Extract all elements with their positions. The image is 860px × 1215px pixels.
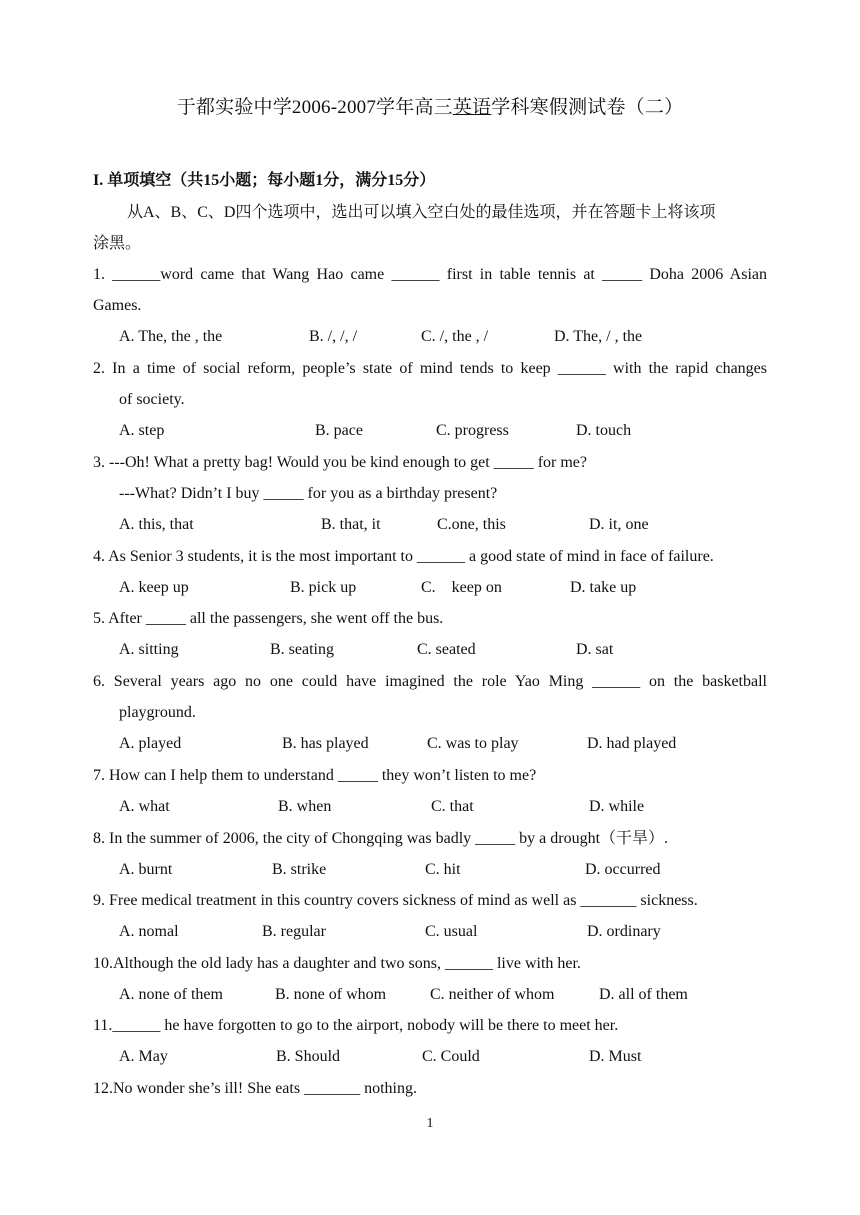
question-11-text: 11.______ he have forgotten to go to the airport, nobody will be there to meet her. xyxy=(93,1017,619,1034)
question-2-text-cont: of society. xyxy=(119,391,185,408)
page-number: 1 xyxy=(426,1116,434,1131)
question-12-text: 12.No wonder she’s ill! She eats _______ nothing. xyxy=(93,1080,417,1097)
page-title xyxy=(0,92,860,119)
question-4-text: 4. As Senior 3 students, it is the most important to ______ a good state of mind in face of failure. xyxy=(93,548,714,565)
q7-option-d: D. while xyxy=(589,798,645,815)
q8-option-d: D. occurred xyxy=(585,861,661,878)
title-post: 学科寒假测试卷（二） xyxy=(491,97,684,118)
question-10-text: 10.Although the old lady has a daughter and two sons, ______ live with her. xyxy=(93,955,581,972)
q9-option-a: A. nomal xyxy=(119,923,179,940)
q7-option-a: A. what xyxy=(119,798,170,815)
q5-option-b: B. seating xyxy=(270,641,334,658)
q9-option-c: C. usual xyxy=(425,923,478,940)
q7-option-b: B. when xyxy=(278,798,332,815)
q1-option-c: C. /, the , / xyxy=(421,328,489,345)
question-5-text: 5. After _____ all the passengers, she went off the bus. xyxy=(93,610,444,627)
instructions-line-1: 从A、B、C、D四个选项中，选出可以填入空白处的最佳选项，并在答题卡上将该项 xyxy=(127,204,716,221)
q3-option-b: B. that, it xyxy=(321,516,381,533)
q9-option-d: D. ordinary xyxy=(587,923,661,940)
q6-option-a: A. played xyxy=(119,735,182,752)
question-7-text: 7. How can I help them to understand _____ they won’t listen to me? xyxy=(93,767,537,784)
question-6-text-cont: playground. xyxy=(119,704,196,721)
question-6-text: 6. Several years ago no one could have imagined the role Yao Ming ______ on the basketball xyxy=(93,673,767,690)
q4-option-c: C. keep on xyxy=(421,579,502,596)
instructions-line-2: 涂黑。 xyxy=(93,235,142,252)
question-1-text-cont: Games. xyxy=(93,297,142,314)
q5-option-c: C. seated xyxy=(417,641,476,658)
q3-option-d: D. it, one xyxy=(589,516,649,533)
q4-option-d: D. take up xyxy=(570,579,637,596)
q10-option-c: C. neither of whom xyxy=(430,986,555,1003)
q4-option-a: A. keep up xyxy=(119,579,189,596)
q11-option-c: C. Could xyxy=(422,1048,480,1065)
q1-option-d: D. The, / , the xyxy=(554,328,643,345)
q11-option-b: B. Should xyxy=(276,1048,341,1065)
q4-option-b: B. pick up xyxy=(290,579,357,596)
question-2-text: 2. In a time of social reform, people’s state of mind tends to keep ______ with the rapid changes xyxy=(93,360,767,377)
q2-option-d: D. touch xyxy=(576,422,632,439)
q1-option-a: A. The, the , the xyxy=(119,328,223,345)
question-8-text: 8. In the summer of 2006, the city of Chongqing was badly _____ by a drought（干旱）. xyxy=(93,830,669,847)
q3-option-a: A. this, that xyxy=(119,516,194,533)
q8-option-c: C. hit xyxy=(425,861,461,878)
q10-option-d: D. all of them xyxy=(599,986,688,1003)
q2-option-b: B. pace xyxy=(315,422,363,439)
q7-option-c: C. that xyxy=(431,798,474,815)
question-9-text: 9. Free medical treatment in this country covers sickness of mind as well as _______ sickness. xyxy=(93,892,698,909)
q5-option-d: D. sat xyxy=(576,641,614,658)
q8-option-b: B. strike xyxy=(272,861,327,878)
q6-option-c: C. was to play xyxy=(427,735,519,752)
q10-option-b: B. none of whom xyxy=(275,986,387,1003)
question-3-text: 3. ---Oh! What a pretty bag! Would you be kind enough to get _____ for me? xyxy=(93,454,587,471)
title-pre: 于都实验中学2006-2007学年高三 xyxy=(176,97,453,118)
q9-option-b: B. regular xyxy=(262,923,326,940)
q10-option-a: A. none of them xyxy=(119,986,223,1003)
q2-option-a: A. step xyxy=(119,422,165,439)
q3-option-c: C.one, this xyxy=(437,516,506,533)
q8-option-a: A. burnt xyxy=(119,861,173,878)
question-1-text: 1. ______word came that Wang Hao came ______ first in table tennis at _____ Doha 2006 Asian xyxy=(93,266,767,283)
q6-option-b: B. has played xyxy=(282,735,369,752)
q11-option-a: A. May xyxy=(119,1048,168,1065)
q2-option-c: C. progress xyxy=(436,422,509,439)
title-subject: 英语 xyxy=(452,97,492,118)
q11-option-d: D. Must xyxy=(589,1048,642,1065)
q6-option-d: D. had played xyxy=(587,735,677,752)
question-3-text-cont: ---What? Didn’t I buy _____ for you as a birthday present? xyxy=(119,485,498,502)
section-heading: I. 单项填空（共15小题；每小题1分，满分15分） xyxy=(93,172,436,189)
q5-option-a: A. sitting xyxy=(119,641,179,658)
q1-option-b: B. /, /, / xyxy=(309,328,358,345)
